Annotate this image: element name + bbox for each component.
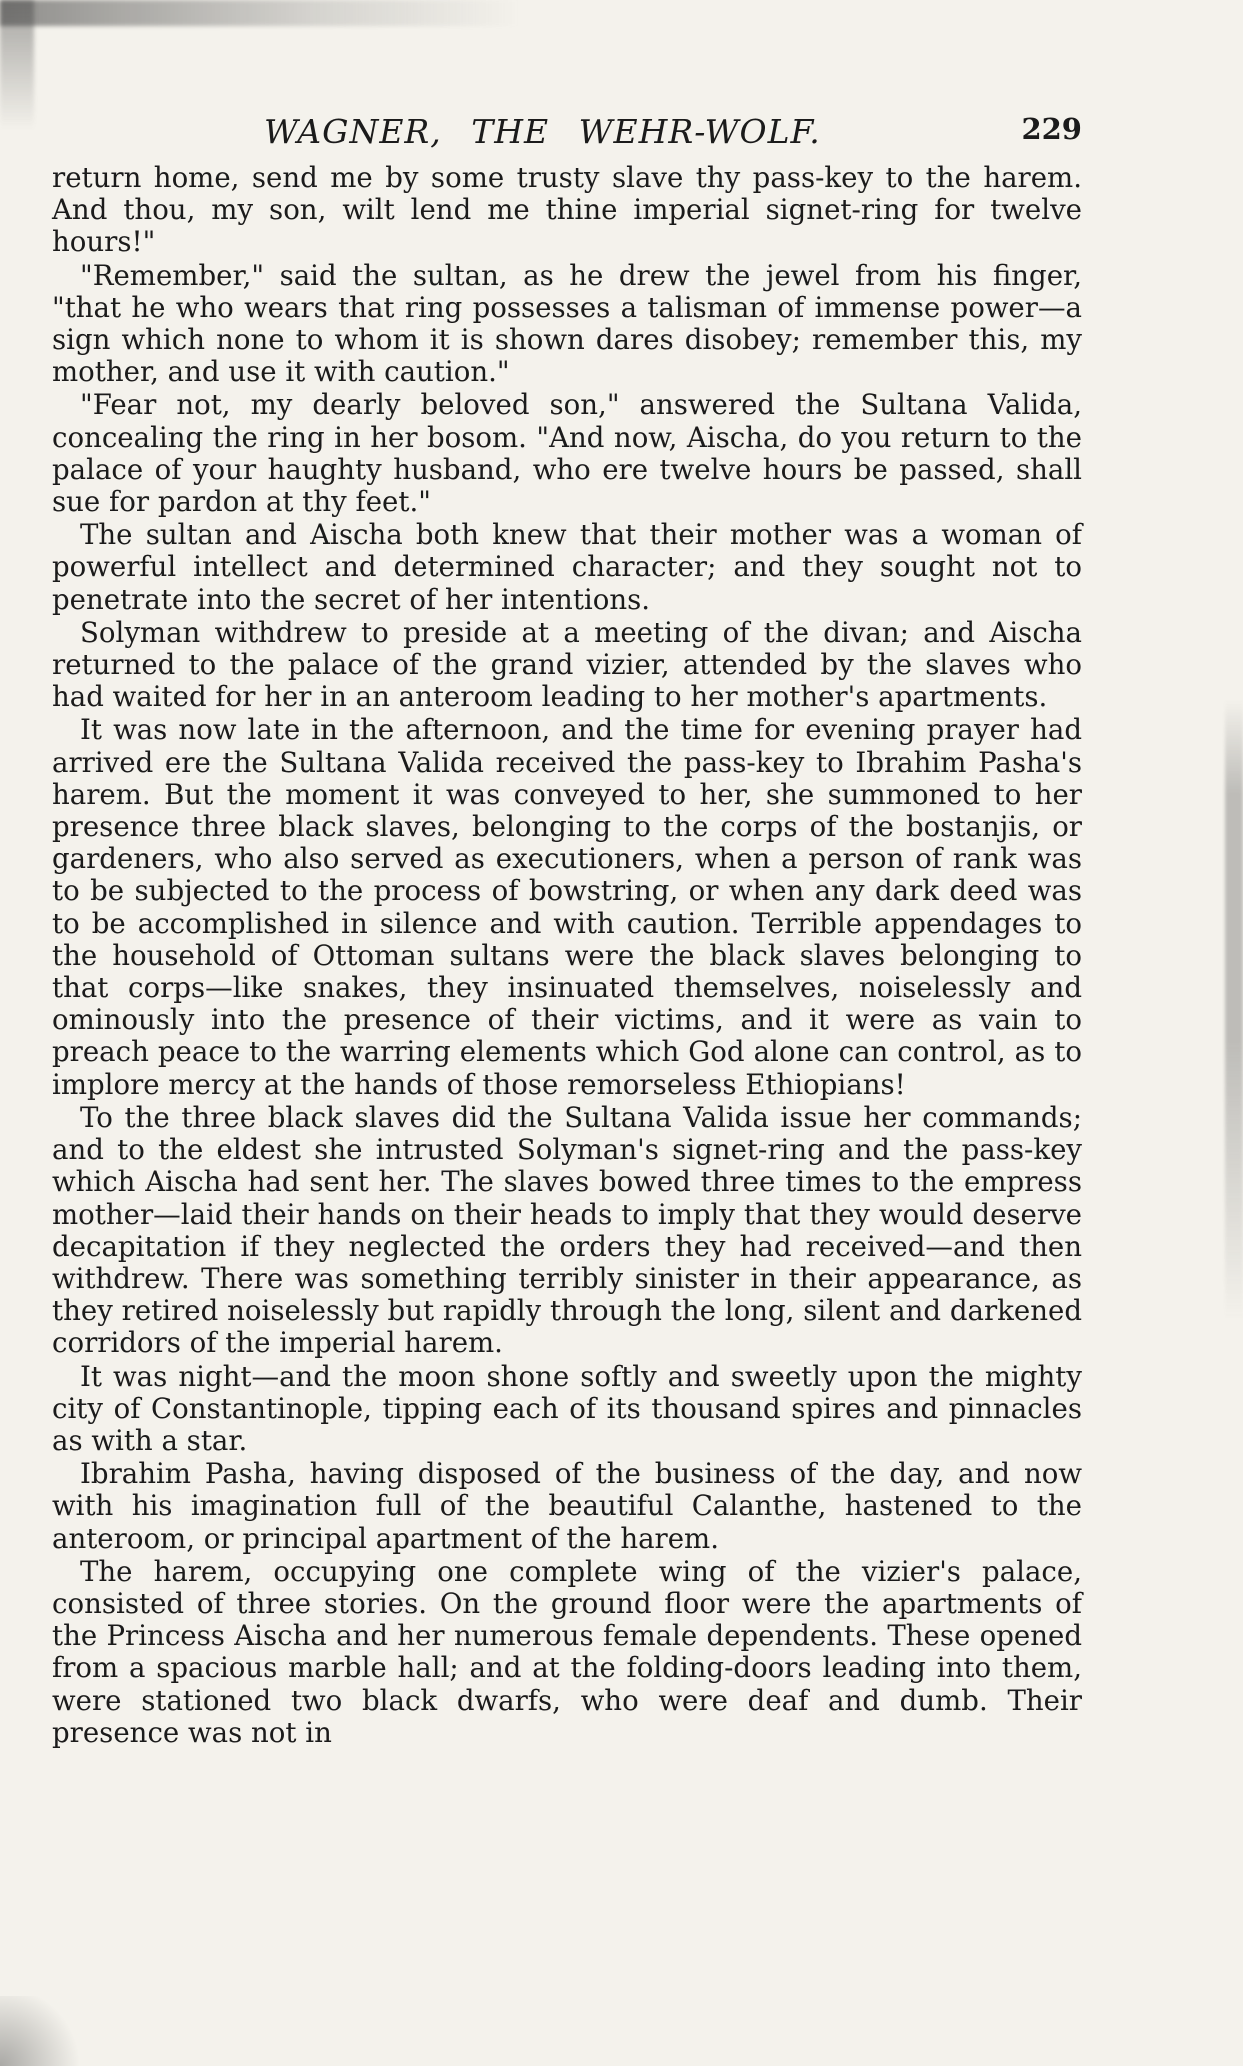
book-page [52, 112, 1082, 1749]
page-number: 229 [1021, 112, 1082, 146]
paragraph: "Remember," said the sultan, as he drew the jewel from his finger, "that he who wears that ring possesses a talisman of immense power—a sign which none to whom it is shown dares disobey; remember this, my mother, and use it with caution." [52, 258, 1082, 389]
paragraph: "Fear not, my dearly beloved son," answered the Sultana Valida, concealing the ring in her bosom. "And now, Aischa, do you return to the palace of your haughty husband, who ere twelve hours be passed, shall sue for pardon at thy feet." [52, 388, 1082, 519]
paragraph: Ibrahim Pasha, having disposed of the business of the day, and now with his imagination full of the beautiful Calanthe, hastened to the anteroom, or principal apartment of the harem. [52, 1457, 1082, 1555]
paragraph: Solyman withdrew to preside at a meeting of the divan; and Aischa returned to the palace of the grand vizier, attended by the slaves who had waited for her in an anteroom leading to her mother's apartments. [52, 615, 1082, 714]
paragraph: The sultan and Aischa both knew that their mother was a woman of powerful intellect and determined character; and they sought not to penetrate into the secret of her intentions. [52, 518, 1082, 616]
paragraph: To the three black slaves did the Sultana Valida issue her commands; and to the eldest she intrusted Solyman's signet-ring and the pass-key which Aischa had sent her. The slaves bowed three times to the empress mother—laid their hands on their heads to imply that they would deserve decapitation if they neglected the orders they had received—and then withdrew. There was something terribly sinister in their appearance, as they retired noiselessly but rapidly through the long, silent and darkened corridors of the imperial harem. [52, 1100, 1082, 1360]
running-head [52, 112, 1082, 162]
paragraph: return home, send me by some trusty slave thy pass-key to the harem. And thou, my son, wilt lend me thine imperial signet-ring for twelve hours!" [52, 161, 1082, 259]
paragraph: It was now late in the afternoon, and the time for evening prayer had arrived ere the Sultana Valida received the pass-key to Ibrahim Pasha's harem. But the moment it was conveyed to her, she summoned to her presence three black slaves, belonging to the corps of the bostanjis, or gardeners, who also served as executioners, when a person of rank was to be subjected to the process of bowstring, or when any dark deed was to be accomplished in silence and with caution. Terrible appendages to the household of Ottoman sultans were the black slaves belonging to that corps—like snakes, they insinuated themselves, noiselessly and ominously into the presence of their victims, and it were as vain to preach peace to the warring elements which God alone can control, as to implore mercy at the hands of those remorseless Ethiopians! [52, 713, 1082, 1101]
scan-shadow-top [0, 0, 520, 26]
paragraph: It was night—and the moon shone softly and sweetly upon the mighty city of Constantinople, tipping each of its thousand spires and pinnacles as with a star. [52, 1359, 1082, 1457]
body-text [52, 162, 1082, 1749]
scan-shadow-bottom [0, 1996, 90, 2066]
scan-shadow-right [1225, 700, 1243, 1320]
running-title: WAGNER, THE WEHR-WOLF. [264, 112, 821, 151]
paragraph: The harem, occupying one complete wing of the vizier's palace, consisted of three stories. On the ground floor were the apartments of the Princess Aischa and her numerous female dependents. These opened from a spacious marble hall; and at the folding-doors leading into them, were stationed two black dwarfs, who were deaf and dumb. Their presence was not in [52, 1554, 1082, 1749]
scan-shadow-left [0, 0, 34, 130]
